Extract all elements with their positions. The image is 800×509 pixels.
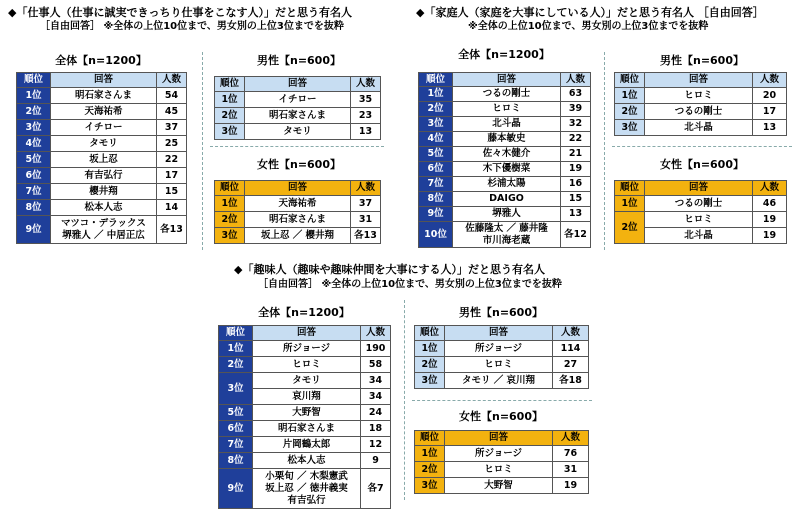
count-cell: 46	[753, 196, 787, 212]
rank-cell: 3位	[615, 120, 645, 136]
count-cell: 190	[361, 341, 391, 357]
header-count: 人数	[157, 73, 187, 88]
count-cell: 21	[561, 147, 591, 162]
rank-cell: 8位	[17, 200, 51, 216]
divider	[412, 400, 592, 401]
s3-male-table	[414, 325, 589, 389]
rank-cell: 10位	[419, 222, 453, 248]
rank-cell: 3位	[415, 373, 445, 389]
rank-cell: 2位	[219, 357, 253, 373]
rank-cell: 1位	[615, 196, 645, 212]
name-cell: 櫻井翔	[51, 184, 157, 200]
header-rank: 順位	[215, 181, 245, 196]
name-cell: ヒロミ	[645, 212, 753, 228]
rank-cell: 1位	[219, 341, 253, 357]
table-row	[219, 453, 391, 469]
table-row	[219, 357, 391, 373]
divider	[612, 146, 792, 147]
table-row	[17, 136, 187, 152]
count-cell: 27	[553, 357, 589, 373]
table-row	[17, 152, 187, 168]
name-cell	[51, 216, 157, 244]
count-cell: 31	[553, 462, 589, 478]
rank-cell: 6位	[17, 168, 51, 184]
count-cell: 17	[157, 168, 187, 184]
name-cell: 堺雅人	[453, 207, 561, 222]
count-cell: 13	[561, 207, 591, 222]
rank-cell: 7位	[419, 177, 453, 192]
rank-cell: 3位	[215, 124, 245, 140]
name-line: マツコ・デラックス	[61, 217, 146, 229]
table-row	[219, 341, 391, 357]
rank-cell: 2位	[419, 102, 453, 117]
name-line: 市川海老蔵	[482, 234, 531, 246]
header-count: 人数	[561, 73, 591, 87]
rank-cell: 1位	[615, 88, 645, 104]
name-cell: 所ジョージ	[445, 446, 553, 462]
table-row	[219, 469, 391, 509]
header-rank: 順位	[219, 326, 253, 341]
rank-cell: 8位	[219, 453, 253, 469]
s1-male-caption: 男性【n=600】	[256, 54, 341, 67]
header-answer: 回答	[445, 326, 553, 341]
count-cell: 各13	[157, 216, 187, 244]
name-cell: 所ジョージ	[253, 341, 361, 357]
name-cell: 坂上忍 ／ 櫻井翔	[245, 228, 351, 244]
name-cell: 北斗晶	[645, 120, 753, 136]
count-cell: 23	[351, 108, 381, 124]
table-row	[419, 207, 591, 222]
header-rank: 順位	[419, 73, 453, 87]
table-row	[215, 228, 381, 244]
name-cell: 片岡鶴太郎	[253, 437, 361, 453]
name-cell: 藤本敏史	[453, 132, 561, 147]
table-row	[415, 446, 589, 462]
table-row	[615, 196, 787, 212]
name-cell: タモリ	[245, 124, 351, 140]
s2-overall-table	[418, 72, 591, 248]
table-row	[17, 216, 187, 244]
name-cell: 北斗晶	[645, 228, 753, 244]
s3-female-caption: 女性【n=600】	[458, 410, 543, 423]
rank-cell: 9位	[419, 207, 453, 222]
s3-female-table	[414, 430, 589, 494]
table-row	[419, 177, 591, 192]
table-row	[419, 222, 591, 248]
s1-female-table	[214, 180, 381, 244]
name-cell: タモリ	[51, 136, 157, 152]
count-cell: 24	[361, 405, 391, 421]
header-rank: 順位	[415, 326, 445, 341]
header-count: 人数	[351, 181, 381, 196]
name-cell: 明石家さんま	[245, 108, 351, 124]
section2-title: ◆「家庭人（家庭を大事にしている人）」だと思う有名人 ［自由回答］	[416, 6, 764, 19]
count-cell: 76	[553, 446, 589, 462]
count-cell: 19	[753, 228, 787, 244]
count-cell: 16	[561, 177, 591, 192]
count-cell: 18	[361, 421, 391, 437]
header-count: 人数	[351, 77, 381, 92]
table-row	[215, 212, 381, 228]
name-cell: 北斗晶	[453, 117, 561, 132]
table-row	[215, 108, 381, 124]
count-cell: 20	[753, 88, 787, 104]
name-cell: 佐々木健介	[453, 147, 561, 162]
count-cell: 34	[361, 373, 391, 389]
count-cell: 37	[351, 196, 381, 212]
count-cell: 9	[361, 453, 391, 469]
header-count: 人数	[753, 181, 787, 196]
name-line: 小栗旬 ／ 木梨憲武	[265, 470, 348, 482]
name-cell: 哀川翔	[253, 389, 361, 405]
name-cell: 松本人志	[51, 200, 157, 216]
rank-cell: 7位	[17, 184, 51, 200]
table-header	[215, 181, 381, 196]
s3-male-caption: 男性【n=600】	[458, 306, 543, 319]
table-row	[215, 196, 381, 212]
header-answer: 回答	[453, 73, 561, 87]
header-answer: 回答	[245, 77, 351, 92]
count-cell: 22	[561, 132, 591, 147]
rank-cell: 5位	[419, 147, 453, 162]
rank-cell: 9位	[17, 216, 51, 244]
count-cell: 35	[351, 92, 381, 108]
table-row	[219, 373, 391, 389]
s2-female-caption: 女性【n=600】	[659, 158, 744, 171]
count-cell: 22	[157, 152, 187, 168]
count-cell: 各12	[561, 222, 591, 248]
name-cell: ヒロミ	[253, 357, 361, 373]
count-cell: 各13	[351, 228, 381, 244]
rank-cell: 2位	[415, 462, 445, 478]
count-cell: 58	[361, 357, 391, 373]
rank-cell: 1位	[415, 446, 445, 462]
count-cell: 13	[351, 124, 381, 140]
name-cell: 明石家さんま	[245, 212, 351, 228]
name-cell: 松本人志	[253, 453, 361, 469]
name-line: 有吉弘行	[287, 494, 326, 506]
name-cell: 明石家さんま	[253, 421, 361, 437]
name-line: 堺雅人 ／ 中居正広	[62, 229, 145, 241]
count-cell: 各7	[361, 469, 391, 509]
s2-male-table	[614, 72, 787, 136]
name-cell	[453, 222, 561, 248]
table-row	[215, 124, 381, 140]
header-answer: 回答	[645, 73, 753, 88]
header-count: 人数	[553, 431, 589, 446]
table-row	[415, 341, 589, 357]
count-cell: 25	[157, 136, 187, 152]
header-answer: 回答	[245, 181, 351, 196]
header-rank: 順位	[215, 77, 245, 92]
rank-cell: 5位	[219, 405, 253, 421]
name-line: 佐藤隆太 ／ 藤井隆	[465, 222, 548, 234]
divider	[202, 52, 203, 250]
count-cell: 114	[553, 341, 589, 357]
count-cell: 45	[157, 104, 187, 120]
s1-overall-table	[16, 72, 187, 244]
count-cell: 19	[561, 162, 591, 177]
s3-overall-table	[218, 325, 391, 509]
rank-cell: 7位	[219, 437, 253, 453]
table-row	[219, 405, 391, 421]
name-cell: ヒロミ	[453, 102, 561, 117]
table-header	[219, 326, 391, 341]
rank-cell: 3位	[215, 228, 245, 244]
section3-title: ◆「趣味人（趣味や趣味仲間を大事にする人）」だと思う有名人	[234, 263, 545, 276]
name-line: 坂上忍 ／ 徳井義実	[265, 482, 348, 494]
table-row	[419, 117, 591, 132]
name-cell: 木下優樹菜	[453, 162, 561, 177]
name-cell: タモリ	[253, 373, 361, 389]
rank-cell: 3位	[415, 478, 445, 494]
s1-male-table	[214, 76, 381, 140]
count-cell: 各18	[553, 373, 589, 389]
name-cell: 有吉弘行	[51, 168, 157, 184]
table-row	[17, 184, 187, 200]
table-row	[415, 357, 589, 373]
rank-cell: 2位	[415, 357, 445, 373]
rank-cell: 9位	[219, 469, 253, 509]
rank-cell: 6位	[219, 421, 253, 437]
section2-note: ※全体の上位10位まで、男女別の上位3位までを抜粋	[468, 21, 709, 32]
count-cell: 32	[561, 117, 591, 132]
section1-note: ［自由回答］ ※全体の上位10位まで、男女別の上位3位までを抜粋	[40, 21, 344, 32]
name-cell	[253, 469, 361, 509]
rank-cell: 6位	[419, 162, 453, 177]
header-rank: 順位	[17, 73, 51, 88]
table-header	[17, 73, 187, 88]
table-header	[615, 73, 787, 88]
name-cell: 所ジョージ	[445, 341, 553, 357]
s3-overall-caption: 全体【n=1200】	[258, 306, 350, 319]
name-cell: ヒロミ	[445, 462, 553, 478]
table-row	[415, 462, 589, 478]
header-count: 人数	[753, 73, 787, 88]
table-header	[415, 326, 589, 341]
count-cell: 15	[157, 184, 187, 200]
s1-overall-caption: 全体【n=1200】	[55, 54, 147, 67]
header-rank: 順位	[615, 181, 645, 196]
name-cell: 明石家さんま	[51, 88, 157, 104]
section1-title: ◆「仕事人（仕事に誠実できっちり仕事をこなす人）」だと思う有名人	[8, 6, 352, 19]
table-row	[419, 132, 591, 147]
header-answer: 回答	[253, 326, 361, 341]
table-row	[17, 88, 187, 104]
table-header	[419, 73, 591, 87]
header-answer: 回答	[645, 181, 753, 196]
rank-cell: 5位	[17, 152, 51, 168]
rank-cell: 3位	[419, 117, 453, 132]
header-answer: 回答	[445, 431, 553, 446]
count-cell: 31	[351, 212, 381, 228]
count-cell: 19	[753, 212, 787, 228]
table-header	[215, 77, 381, 92]
divider	[604, 52, 605, 250]
name-cell: 天海祐希	[51, 104, 157, 120]
table-row	[17, 200, 187, 216]
table-row	[415, 478, 589, 494]
name-cell: つるの剛士	[645, 196, 753, 212]
table-row	[17, 120, 187, 136]
rank-cell: 3位	[17, 120, 51, 136]
rank-cell: 4位	[17, 136, 51, 152]
rank-cell: 1位	[215, 196, 245, 212]
count-cell: 12	[361, 437, 391, 453]
header-rank: 順位	[415, 431, 445, 446]
count-cell: 13	[753, 120, 787, 136]
name-cell: 大野智	[253, 405, 361, 421]
count-cell: 63	[561, 87, 591, 102]
count-cell: 34	[361, 389, 391, 405]
rank-cell: 2位	[215, 212, 245, 228]
name-cell: DAIGO	[453, 192, 561, 207]
name-cell: 大野智	[445, 478, 553, 494]
header-count: 人数	[553, 326, 589, 341]
table-row	[615, 120, 787, 136]
count-cell: 39	[561, 102, 591, 117]
count-cell: 14	[157, 200, 187, 216]
table-row	[219, 421, 391, 437]
count-cell: 19	[553, 478, 589, 494]
rank-cell: 2位	[17, 104, 51, 120]
table-header	[415, 431, 589, 446]
table-row	[419, 102, 591, 117]
rank-cell: 2位	[215, 108, 245, 124]
rank-cell: 3位	[219, 373, 253, 405]
table-row	[419, 87, 591, 102]
table-header	[615, 181, 787, 196]
table-row	[415, 373, 589, 389]
s1-female-caption: 女性【n=600】	[256, 158, 341, 171]
rank-cell: 2位	[615, 212, 645, 244]
count-cell: 17	[753, 104, 787, 120]
table-row	[419, 162, 591, 177]
header-rank: 順位	[615, 73, 645, 88]
section3-note: ［自由回答］ ※全体の上位10位まで、男女別の上位3位までを抜粋	[258, 279, 562, 290]
rank-cell: 4位	[419, 132, 453, 147]
name-cell: 杉浦太陽	[453, 177, 561, 192]
name-cell: つるの剛士	[645, 104, 753, 120]
divider	[210, 146, 384, 147]
rank-cell: 1位	[415, 341, 445, 357]
count-cell: 15	[561, 192, 591, 207]
table-row	[17, 104, 187, 120]
name-cell: 天海祐希	[245, 196, 351, 212]
name-cell: イチロー	[245, 92, 351, 108]
rank-cell: 1位	[17, 88, 51, 104]
s2-overall-caption: 全体【n=1200】	[458, 48, 550, 61]
divider	[404, 300, 405, 500]
table-row	[615, 104, 787, 120]
table-row	[17, 168, 187, 184]
table-row	[219, 437, 391, 453]
rank-cell: 1位	[215, 92, 245, 108]
count-cell: 54	[157, 88, 187, 104]
table-row	[215, 92, 381, 108]
count-cell: 37	[157, 120, 187, 136]
rank-cell: 1位	[419, 87, 453, 102]
rank-cell: 8位	[419, 192, 453, 207]
name-cell: ヒロミ	[445, 357, 553, 373]
name-cell: ヒロミ	[645, 88, 753, 104]
header-answer: 回答	[51, 73, 157, 88]
table-row	[419, 147, 591, 162]
name-cell: つるの剛士	[453, 87, 561, 102]
name-cell: イチロー	[51, 120, 157, 136]
table-row	[615, 88, 787, 104]
name-cell: 坂上忍	[51, 152, 157, 168]
name-cell: タモリ ／ 哀川翔	[445, 373, 553, 389]
s2-male-caption: 男性【n=600】	[659, 54, 744, 67]
header-count: 人数	[361, 326, 391, 341]
rank-cell: 2位	[615, 104, 645, 120]
s2-female-table	[614, 180, 787, 244]
table-row	[419, 192, 591, 207]
table-row	[615, 212, 787, 228]
